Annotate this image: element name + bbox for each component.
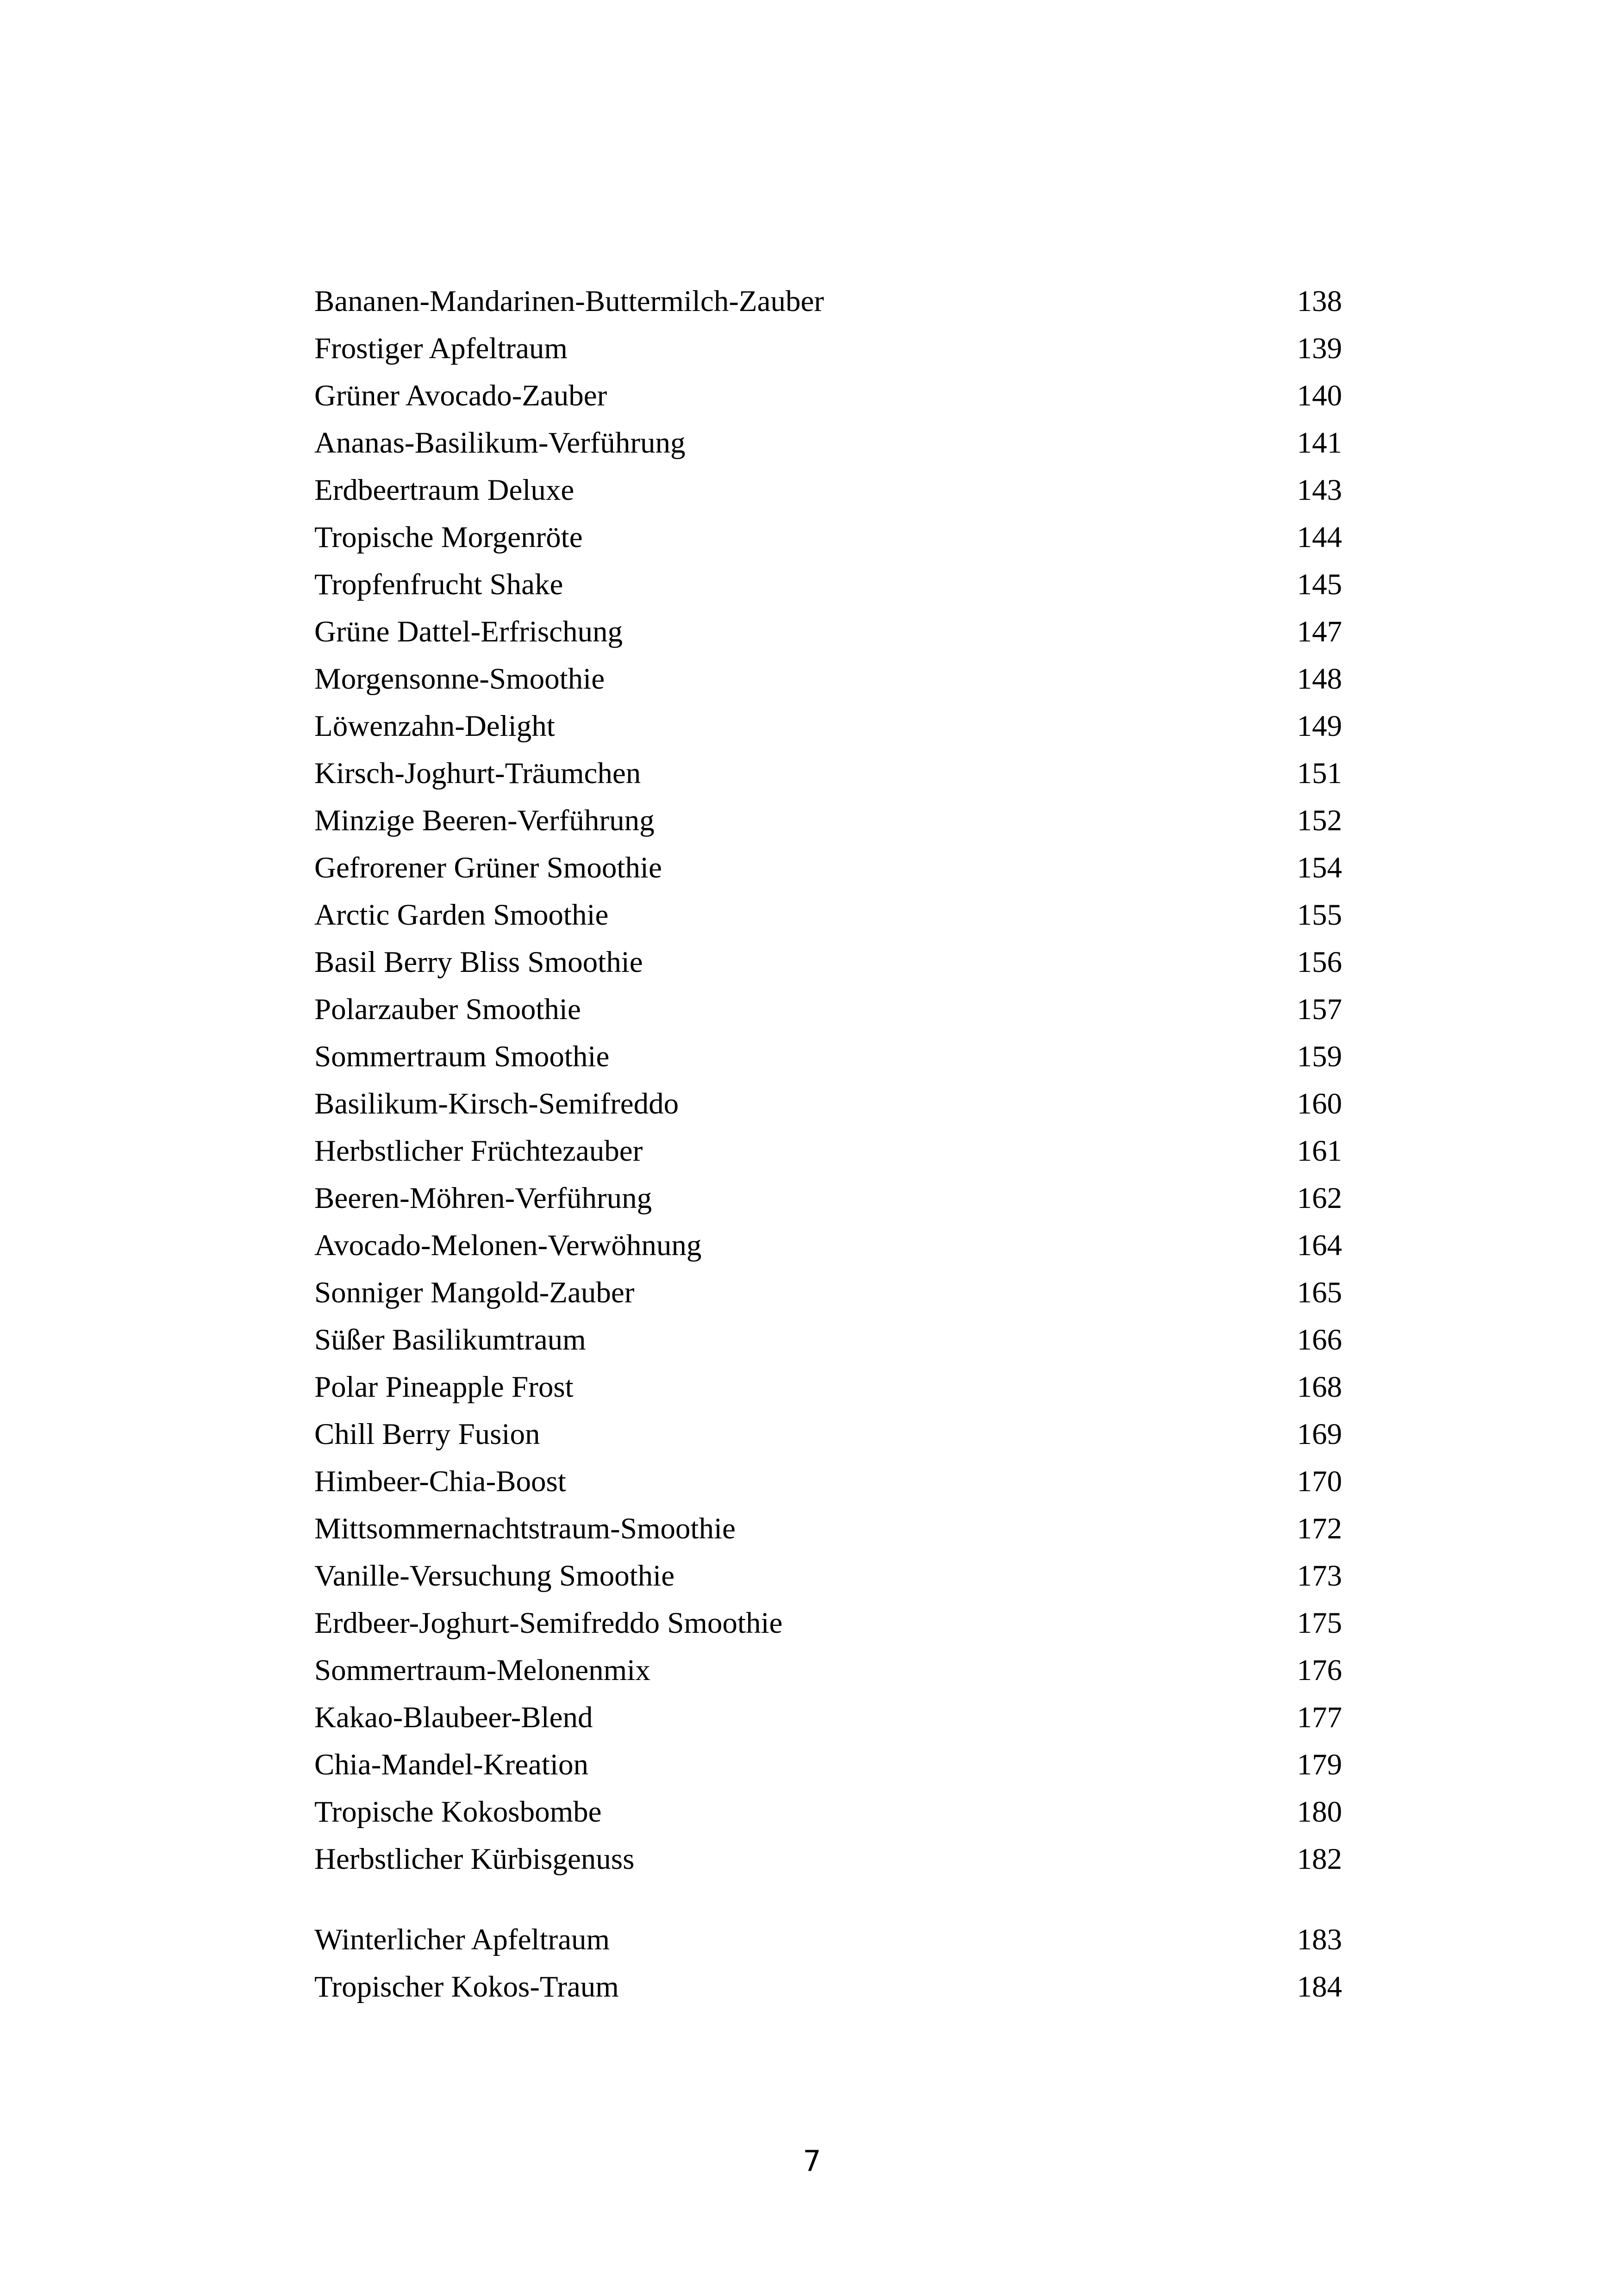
table-of-contents bbox=[314, 278, 1342, 2010]
toc-entry-title: Avocado-Melonen-Verwöhnung bbox=[314, 1229, 702, 1262]
toc-entry-title: Sommertraum Smoothie bbox=[314, 1040, 610, 1073]
toc-entry-page: 160 bbox=[1297, 1087, 1342, 1120]
toc-entry-title: Frostiger Apfeltraum bbox=[314, 332, 568, 365]
toc-entry[interactable] bbox=[314, 1836, 1342, 1883]
toc-entry-page: 169 bbox=[1297, 1418, 1342, 1451]
toc-entry-title: Minzige Beeren-Verführung bbox=[314, 804, 655, 837]
toc-entry[interactable] bbox=[314, 655, 1342, 703]
toc-entry-page: 180 bbox=[1297, 1795, 1342, 1829]
toc-entry-page: 147 bbox=[1297, 615, 1342, 648]
toc-entry-page: 173 bbox=[1297, 1559, 1342, 1593]
toc-entry[interactable] bbox=[314, 1741, 1342, 1788]
toc-entry-page: 157 bbox=[1297, 993, 1342, 1026]
toc-entry-title: Winterlicher Apfeltraum bbox=[314, 1923, 610, 1956]
toc-entry[interactable] bbox=[314, 797, 1342, 844]
toc-entry[interactable] bbox=[314, 325, 1342, 372]
toc-entry-title: Mittsommernachtstraum-Smoothie bbox=[314, 1512, 736, 1545]
toc-entry-title: Basilikum-Kirsch-Semifreddo bbox=[314, 1087, 679, 1120]
toc-entry-page: 145 bbox=[1297, 568, 1342, 601]
toc-entry[interactable] bbox=[314, 703, 1342, 750]
toc-entry-page: 176 bbox=[1297, 1654, 1342, 1687]
page-number: 7 bbox=[803, 2144, 821, 2178]
toc-entry[interactable] bbox=[314, 1127, 1342, 1175]
toc-entry[interactable] bbox=[314, 419, 1342, 467]
toc-entry-page: 141 bbox=[1297, 426, 1342, 460]
toc-entry[interactable] bbox=[314, 1080, 1342, 1127]
toc-entry[interactable] bbox=[314, 986, 1342, 1033]
toc-entry[interactable] bbox=[314, 1599, 1342, 1647]
toc-entry-title: Tropfenfrucht Shake bbox=[314, 568, 563, 601]
toc-entry-page: 156 bbox=[1297, 946, 1342, 979]
toc-entry[interactable] bbox=[314, 372, 1342, 419]
toc-entry-page: 179 bbox=[1297, 1748, 1342, 1781]
toc-entry[interactable] bbox=[314, 1269, 1342, 1316]
toc-entry-title: Grüner Avocado-Zauber bbox=[314, 379, 607, 412]
toc-entry-page: 182 bbox=[1297, 1842, 1342, 1876]
toc-entry-title: Erdbeer-Joghurt-Semifreddo Smoothie bbox=[314, 1606, 783, 1640]
toc-entry-page: 140 bbox=[1297, 379, 1342, 412]
toc-entry-page: 152 bbox=[1297, 804, 1342, 837]
toc-entry-title: Tropischer Kokos-Traum bbox=[314, 1970, 619, 2004]
toc-entry-page: 184 bbox=[1297, 1970, 1342, 2004]
toc-entry-title: Basil Berry Bliss Smoothie bbox=[314, 946, 643, 979]
toc-entry-page: 177 bbox=[1297, 1701, 1342, 1734]
toc-entry-page: 166 bbox=[1297, 1323, 1342, 1356]
toc-entry[interactable] bbox=[314, 467, 1342, 514]
toc-entry-title: Sommertraum-Melonenmix bbox=[314, 1654, 650, 1687]
toc-entry-title: Kirsch-Joghurt-Träumchen bbox=[314, 757, 641, 790]
toc-entry-page: 175 bbox=[1297, 1606, 1342, 1640]
toc-entry[interactable] bbox=[314, 844, 1342, 891]
toc-entry-title: Morgensonne-Smoothie bbox=[314, 662, 605, 696]
toc-entry[interactable] bbox=[314, 1505, 1342, 1552]
toc-entry-page: 151 bbox=[1297, 757, 1342, 790]
toc-entry[interactable] bbox=[314, 278, 1342, 325]
toc-entry-page: 165 bbox=[1297, 1276, 1342, 1309]
toc-entry[interactable] bbox=[314, 1552, 1342, 1599]
toc-entry-title: Süßer Basilikumtraum bbox=[314, 1323, 586, 1356]
toc-entry[interactable] bbox=[314, 1033, 1342, 1080]
toc-entry[interactable] bbox=[314, 1363, 1342, 1411]
toc-entry[interactable] bbox=[314, 608, 1342, 655]
toc-entry-page: 154 bbox=[1297, 851, 1342, 884]
toc-entry-page: 149 bbox=[1297, 709, 1342, 743]
toc-entry-title: Polarzauber Smoothie bbox=[314, 993, 581, 1026]
toc-entry-title: Arctic Garden Smoothie bbox=[314, 898, 609, 932]
toc-entry[interactable] bbox=[314, 750, 1342, 797]
toc-entry-page: 148 bbox=[1297, 662, 1342, 696]
toc-entry-title: Sonniger Mangold-Zauber bbox=[314, 1276, 635, 1309]
toc-entry[interactable] bbox=[314, 1647, 1342, 1694]
toc-entry-page: 139 bbox=[1297, 332, 1342, 365]
toc-entry[interactable] bbox=[314, 514, 1342, 561]
toc-entry[interactable] bbox=[314, 1916, 1342, 1963]
toc-entry-page: 144 bbox=[1297, 521, 1342, 554]
toc-entry-page: 159 bbox=[1297, 1040, 1342, 1073]
toc-entry-title: Grüne Dattel-Erfrischung bbox=[314, 615, 623, 648]
toc-entry-title: Kakao-Blaubeer-Blend bbox=[314, 1701, 593, 1734]
toc-entry-page: 172 bbox=[1297, 1512, 1342, 1545]
toc-entry-title: Tropische Kokosbombe bbox=[314, 1795, 602, 1829]
toc-entry-page: 155 bbox=[1297, 898, 1342, 932]
toc-entry-page: 168 bbox=[1297, 1370, 1342, 1404]
toc-entry[interactable] bbox=[314, 1222, 1342, 1269]
toc-entry[interactable] bbox=[314, 891, 1342, 939]
toc-entry-title: Herbstlicher Früchtezauber bbox=[314, 1134, 643, 1168]
toc-entry-page: 183 bbox=[1297, 1923, 1342, 1956]
toc-entry-page: 164 bbox=[1297, 1229, 1342, 1262]
toc-entry[interactable] bbox=[314, 561, 1342, 608]
toc-entry-title: Herbstlicher Kürbisgenuss bbox=[314, 1842, 635, 1876]
toc-entry-title: Beeren-Möhren-Verführung bbox=[314, 1182, 652, 1215]
toc-entry-page: 161 bbox=[1297, 1134, 1342, 1168]
toc-entry-title: Bananen-Mandarinen-Buttermilch-Zauber bbox=[314, 285, 824, 318]
toc-entry-page: 143 bbox=[1297, 473, 1342, 507]
toc-entry-page: 162 bbox=[1297, 1182, 1342, 1215]
toc-entry-title: Polar Pineapple Frost bbox=[314, 1370, 574, 1404]
toc-entry-title: Erdbeertraum Deluxe bbox=[314, 473, 575, 507]
toc-entry-title: Chill Berry Fusion bbox=[314, 1418, 540, 1451]
toc-entry-title: Himbeer-Chia-Boost bbox=[314, 1465, 566, 1498]
toc-entry-title: Löwenzahn-Delight bbox=[314, 709, 555, 743]
toc-entry[interactable] bbox=[314, 1788, 1342, 1836]
toc-entry-title: Gefrorener Grüner Smoothie bbox=[314, 851, 662, 884]
toc-entry[interactable] bbox=[314, 1458, 1342, 1505]
toc-entry-title: Tropische Morgenröte bbox=[314, 521, 583, 554]
toc-entry-title: Vanille-Versuchung Smoothie bbox=[314, 1559, 675, 1593]
toc-entry[interactable] bbox=[314, 1694, 1342, 1741]
toc-entry-title: Ananas-Basilikum-Verführung bbox=[314, 426, 686, 460]
toc-entry-page: 170 bbox=[1297, 1465, 1342, 1498]
toc-entry[interactable] bbox=[314, 1963, 1342, 2010]
toc-entry-title: Chia-Mandel-Kreation bbox=[314, 1748, 589, 1781]
toc-entry[interactable] bbox=[314, 1175, 1342, 1222]
toc-entry[interactable] bbox=[314, 1411, 1342, 1458]
toc-entry-page: 138 bbox=[1297, 285, 1342, 318]
toc-entry[interactable] bbox=[314, 1316, 1342, 1363]
toc-entry[interactable] bbox=[314, 939, 1342, 986]
